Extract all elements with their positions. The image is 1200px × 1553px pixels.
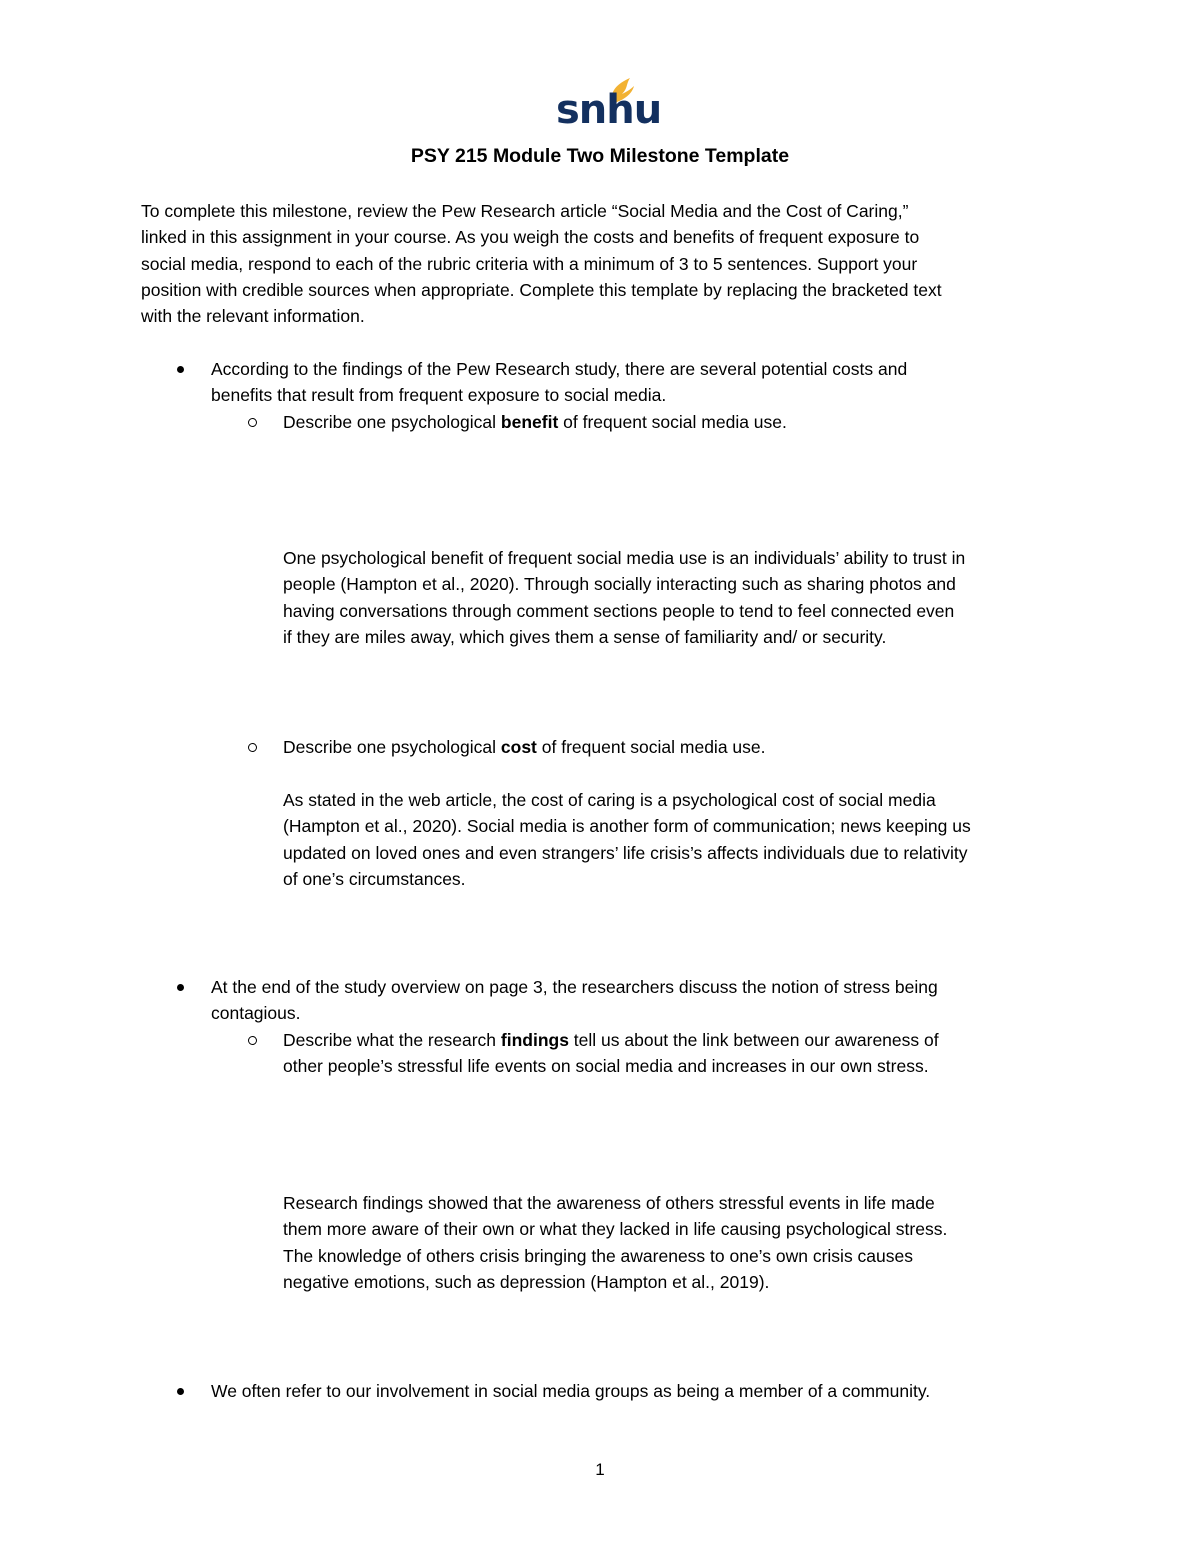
sub-bullet-circle: [248, 1036, 257, 1045]
bullet-line: contagious.: [211, 1003, 301, 1024]
answer-cost: [283, 787, 971, 892]
intro-line: position with credible sources when appropriate. Complete this template by replacing the bracketed text: [141, 279, 942, 300]
answer-line: having conversations through comment sections people to tend to feel connected even: [283, 600, 955, 621]
question-text: Describe one psychological: [283, 737, 501, 757]
answer-line: Research findings showed that the awareness of others stressful events in life made: [283, 1193, 935, 1213]
answer-line: As stated in the web article, the cost of caring is a psychological cost of social media: [283, 790, 936, 810]
answer-line: updated on loved ones and even strangers’ life crisis’s affects individuals due to relativity: [283, 842, 968, 863]
bullet-line: We often refer to our involvement in social media groups as being a member of a community.: [211, 1381, 931, 1401]
answer-line: them more aware of their own or what they lacked in life causing psychological stress.: [283, 1219, 948, 1240]
intro-line: linked in this assignment in your course. As you weigh the costs and benefits of frequent exposure to: [141, 227, 920, 248]
answer-line: of one’s circumstances.: [283, 868, 466, 889]
question-text: Describe what the research: [283, 1030, 501, 1050]
question-benefit: [283, 409, 787, 435]
snhu-logo: [556, 74, 662, 133]
intro-line: social media, respond to each of the rubric criteria with a minimum of 3 to 5 sentences. Support your: [141, 253, 918, 274]
sub-bullet-circle: [248, 418, 257, 427]
question-findings: [283, 1027, 939, 1080]
answer-line: negative emotions, such as depression (Hampton et al., 2019).: [283, 1271, 770, 1292]
bullet-item-1: [211, 356, 907, 409]
logo-wordmark: snhu: [556, 87, 662, 133]
sub-bullet-circle: [248, 743, 257, 752]
answer-benefit: [283, 545, 965, 650]
answer-line: if they are miles away, which gives them a sense of familiarity and/ or security.: [283, 626, 887, 647]
bullet-line: benefits that result from frequent exposure to social media.: [211, 385, 667, 406]
bullet-dot: [177, 366, 184, 373]
question-text: Describe one psychological: [283, 412, 501, 432]
answer-findings: [283, 1190, 947, 1295]
page-number: 1: [595, 1460, 605, 1479]
bullet-dot: [177, 1388, 184, 1395]
bullet-item-2: [211, 974, 938, 1027]
question-text: tell us about the link between our awareness of: [568, 1030, 939, 1050]
document-title: PSY 215 Module Two Milestone Template: [410, 145, 790, 167]
question-text: of frequent social media use.: [536, 737, 766, 757]
answer-line: One psychological benefit of frequent social media use is an individuals’ ability to trust in: [283, 548, 966, 568]
bullet-item-3: [211, 1378, 930, 1404]
question-emphasis: cost: [500, 737, 537, 757]
question-text: other people’s stressful life events on social media and increases in our own stress.: [283, 1056, 929, 1077]
intro-line: with the relevant information.: [141, 306, 365, 327]
answer-line: people (Hampton et al., 2020). Through socially interacting such as sharing photos and: [283, 574, 956, 595]
answer-line: (Hampton et al., 2020). Social media is another form of communication; news keeping us: [283, 816, 971, 837]
question-cost: [283, 734, 766, 760]
question-emphasis: benefit: [500, 412, 559, 432]
bullet-line: At the end of the study overview on page 3, the researchers discuss the notion of stress being: [211, 977, 938, 997]
question-emphasis: findings: [500, 1030, 569, 1050]
answer-line: The knowledge of others crisis bringing the awareness to one’s own crisis causes: [283, 1245, 913, 1266]
bullet-line: According to the findings of the Pew Research study, there are several potential costs and: [211, 359, 908, 379]
question-text: of frequent social media use.: [558, 412, 787, 432]
bullet-dot: [177, 984, 184, 991]
intro-line: To complete this milestone, review the Pew Research article “Social Media and the Cost of Caring,”: [141, 201, 909, 221]
intro-paragraph: [141, 198, 1071, 329]
